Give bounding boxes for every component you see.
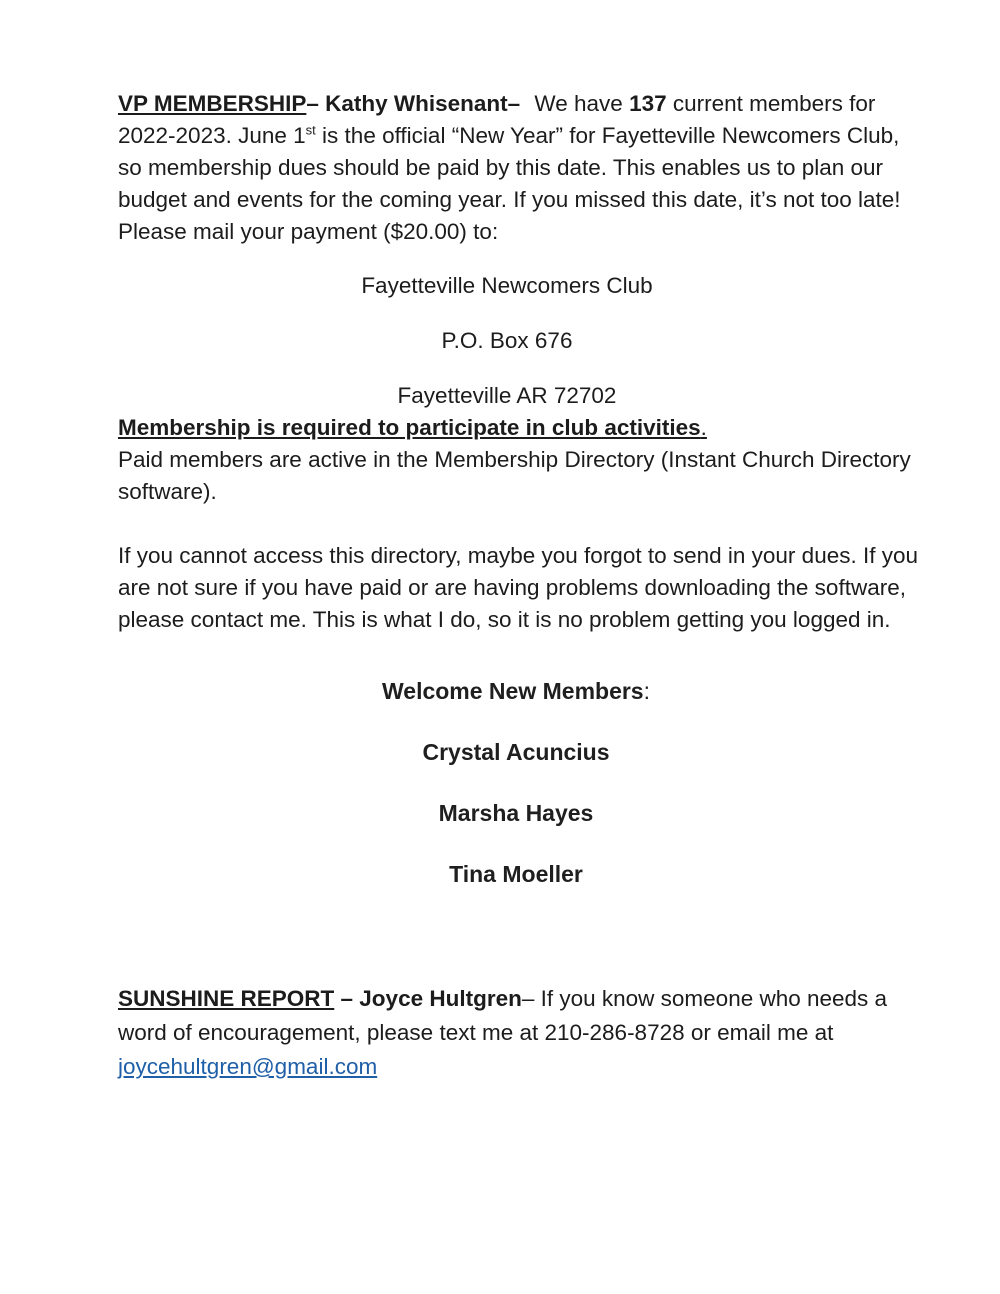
newsletter-page [118,88,918,1084]
email-link[interactable]: joycehultgren@gmail.com [118,1054,378,1079]
new-member-name: Crystal Acuncius [422,739,610,765]
sunshine-section [118,982,918,1084]
membership-text-1: We have [528,91,630,116]
address-po-box: P.O. Box 676 [441,328,573,353]
membership-text-3: is the official “New Year” for Fayetteville Newcomers Club, so membership dues should be paid by this date. This enables us to plan our budget and events for the coming year. If you missed this date, it’s not too late! Please mail your payment ($20.00) to: [118,123,901,244]
membership-heading: VP MEMBERSHIP [118,91,307,116]
welcome-title-text: Welcome New Members [381,678,644,704]
sunshine-text: – If you know someone who needs a word of encouragement, please text me at 210-286-8728 or email me at [118,986,888,1045]
membership-text-2: current members for 2022-2023. June 1 [118,91,876,148]
sunshine-heading: SUNSHINE REPORT [118,986,335,1011]
address-club-name: Fayetteville Newcomers Club [361,273,653,298]
directory-note: Paid members are active in the Membership Directory (Instant Church Directory software). [118,447,911,504]
new-member-name: Marsha Hayes [438,800,594,826]
new-member-name: Tina Moeller [449,861,583,887]
access-note: If you cannot access this directory, maybe you forgot to send in your dues. If you are not sure if you have paid or are having problems downloading the software, please contact me. This is what I do, so it is no problem getting you logged in. [118,543,919,632]
requirement-text: Membership is required to participate in club activities [118,415,701,440]
member-count: 137 [629,91,667,116]
welcome-colon: : [643,678,650,704]
sunshine-officer: – Joyce Hultgren [334,986,522,1011]
welcome-title [116,678,916,705]
requirement-period: . [700,415,707,440]
membership-officer: – Kathy Whisenant– [306,91,521,116]
address-city-zip: Fayetteville AR 72702 [397,383,617,408]
ordinal-suffix: st [305,122,316,138]
membership-section [118,88,918,248]
membership-requirement [118,412,918,444]
